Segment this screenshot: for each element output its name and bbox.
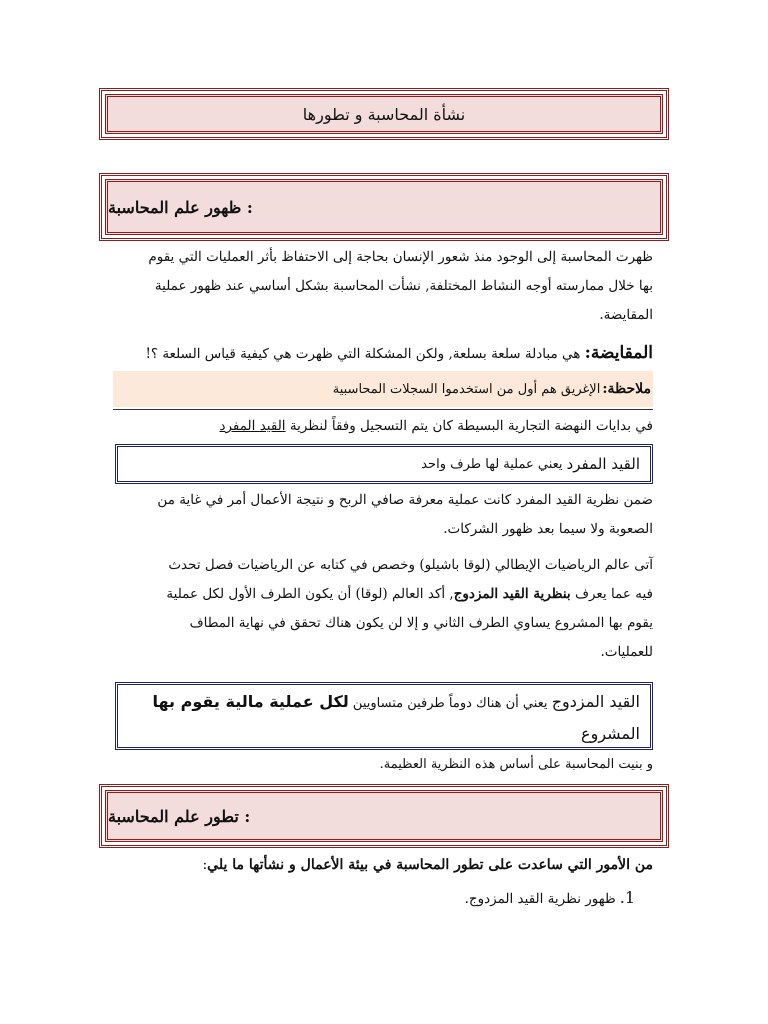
list-item xyxy=(113,885,635,912)
built-on-line: و بنيت المحاسبة على أساس هذه النظرية العظيمة. xyxy=(379,757,653,772)
intro-paragraph xyxy=(113,243,653,330)
note-label: ملاحظة: xyxy=(602,381,651,397)
intro-line: المقايضة. xyxy=(599,307,653,323)
intro-line: ظهرت المحاسبة إلى الوجود منذ شعور الإنسان بحاجة إلى الاحتفاظ بأثر العمليات التي يقوم xyxy=(148,249,653,265)
paragraph-line: آتى عالم الرياضيات الإيطالي (لوقا باشيلو) وخصص في كتابه عن الرياضيات فصل تحدث xyxy=(168,557,653,573)
double-entry-term: القيد المزدوج xyxy=(551,692,640,711)
single-entry-paragraph xyxy=(113,486,653,544)
double-entry-theory-term: بنظرية القيد المزدوج xyxy=(453,586,571,602)
barter-text: هي مبادلة سلعة بسلعة, ولكن المشكلة التي ظهرت هي كيفية قياس السلعة ؟! xyxy=(145,346,585,362)
page-title: نشأة المحاسبة و تطورها xyxy=(302,104,466,124)
paragraph-line: الصعوبة ولا سيما بعد ظهور الشركات. xyxy=(443,521,653,537)
text-span: فيه عما يعرف xyxy=(570,586,653,602)
divider xyxy=(113,409,653,410)
section-heading: تطور علم المحاسبة : xyxy=(108,806,251,826)
paragraph-line: ضمن نظرية القيد المفرد كانت عملية معرفة صافي الربح و نتيجة الأعمال أمر في غاية من xyxy=(157,492,653,508)
pacioli-paragraph xyxy=(113,551,653,667)
factors-intro-colon: : xyxy=(202,857,208,873)
single-entry-intro-text: في بدايات النهضة التجارية البسيطة كان يتم التسجيل وفقاً لنظرية xyxy=(285,418,653,434)
text-span: , أكد العالم (لوقا) أن يكون الطرف الأول لكل عملية xyxy=(166,586,454,602)
paragraph-line: للعمليات. xyxy=(600,644,653,660)
note-text: الإغريق هم أول من استخدموا السجلات المحاسبية xyxy=(332,381,601,397)
list-item-text: ظهور نظرية القيد المزدوج. xyxy=(464,891,616,907)
single-entry-text: يعني عملية لها طرف واحد xyxy=(421,456,563,472)
double-entry-definition-box xyxy=(115,682,653,750)
barter-term: المقايضة: xyxy=(584,343,653,363)
paragraph-line xyxy=(113,580,653,609)
factors-intro-text: من الأمور التي ساعدت على تطور المحاسبة في بيئة الأعمال و نشأتها ما يلي xyxy=(207,857,653,873)
note-box xyxy=(113,371,653,407)
section-header-development xyxy=(99,784,669,848)
factors-intro xyxy=(113,851,653,879)
barter-definition xyxy=(113,340,653,367)
double-entry-text: يعني أن هناك دوماً طرفين متساويين xyxy=(348,696,552,711)
single-entry-definition-box xyxy=(115,444,653,484)
paragraph-line: يقوم بها المشروع يساوي الطرف الثاني و إلا لن يكون هناك تحقق في نهاية المطاف xyxy=(189,615,653,631)
section-heading: ظهور علم المحاسبة : xyxy=(108,197,253,217)
single-entry-term: القيد المفرد xyxy=(566,455,640,473)
section-header-emergence xyxy=(99,173,669,241)
single-entry-intro xyxy=(113,413,653,439)
title-frame xyxy=(99,88,669,140)
list-item-number: 1. xyxy=(619,888,635,907)
single-entry-link: القيد المفرد xyxy=(219,418,286,434)
intro-line: بها خلال ممارسته أوجه النشاط المختلفة, نشأت المحاسبة بشكل أساسي عند ظهور عملية xyxy=(154,278,653,294)
double-entry-emphasis: لكل عملية مالية يقوم بها xyxy=(152,692,349,711)
double-entry-tail: المشروع xyxy=(581,724,640,743)
